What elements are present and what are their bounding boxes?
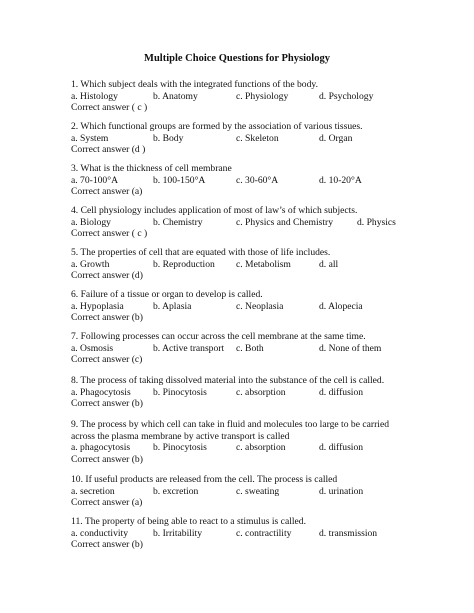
option-c: c. absorption: [236, 386, 286, 398]
option-b: b. excretion: [153, 485, 199, 497]
question-block: [71, 474, 466, 509]
question-text: 9. The process by which cell can take in fluid and molecules too large to be carried across the plasma membrane by active transport is called: [71, 419, 389, 442]
option-d: d. all: [319, 258, 339, 270]
question-block: [71, 289, 466, 324]
option-a: a. Osmosis: [71, 342, 114, 354]
question-text: 7. Following processes can occur across the cell membrane at the same time.: [71, 331, 366, 342]
option-d: d. None of them: [319, 342, 382, 354]
option-a: a. Hypoplasia: [71, 300, 124, 312]
question-block: [71, 163, 466, 198]
correct-answer: Correct answer ( c ): [71, 228, 148, 240]
options-row: [71, 343, 466, 355]
option-d: d. Physics: [357, 216, 396, 228]
option-c: c. Metabolism: [236, 258, 291, 270]
option-b: b. Reproduction: [153, 258, 215, 270]
options-row: [71, 387, 466, 399]
option-b: b. Chemistry: [153, 216, 203, 228]
question-text: 10. If useful products are released from the cell. The process is called: [71, 474, 338, 485]
option-a: a. phagocytosis: [71, 442, 131, 454]
options-row: [71, 486, 466, 498]
correct-answer: Correct answer (c): [71, 354, 143, 366]
option-c: c. Skeleton: [236, 132, 279, 144]
option-b: b. 100-150°A: [153, 174, 206, 186]
question-block: [71, 247, 466, 282]
question-text: 1. Which subject deals with the integrated functions of the body.: [71, 79, 318, 90]
options-row: [71, 528, 466, 540]
option-b: b. Pinocytosis: [153, 442, 207, 454]
correct-answer: Correct answer ( c ): [71, 102, 148, 114]
options-row: [71, 217, 466, 229]
option-c: c. sweating: [236, 485, 280, 497]
option-b: b. Aplasia: [153, 300, 192, 312]
option-a: a. secretion: [71, 485, 115, 497]
question-text: 11. The property of being able to react to a stimulus is called.: [71, 516, 306, 527]
option-c: c. contractility: [236, 527, 292, 539]
option-b: b. Irritability: [153, 527, 203, 539]
question-text: 4. Cell physiology includes application of most of law’s of which subjects.: [71, 205, 358, 216]
question-text: 5. The properties of cell that are equated with those of life includes.: [71, 247, 331, 258]
correct-answer: Correct answer (b): [71, 398, 143, 410]
option-c: c. Physics and Chemistry: [236, 216, 333, 228]
correct-answer: Correct answer (d): [71, 270, 143, 282]
option-a: a. 70-100°A: [71, 174, 118, 186]
question-text: 6. Failure of a tissue or organ to develop is called.: [71, 289, 263, 300]
option-a: a. Biology: [71, 216, 111, 228]
question-text: 2. Which functional groups are formed by the association of various tissues.: [71, 121, 363, 132]
question-block: [71, 79, 466, 114]
question-text: 8. The process of taking dissolved material into the substance of the cell is called.: [71, 375, 385, 386]
option-d: d. diffusion: [319, 442, 364, 454]
correct-answer: Correct answer (b): [71, 312, 143, 324]
option-c: c. Physiology: [236, 90, 289, 102]
option-d: d. urination: [319, 485, 364, 497]
option-d: d. 10-20°A: [319, 174, 362, 186]
option-c: c. Neoplasia: [236, 300, 284, 312]
option-b: b. Active transport: [153, 342, 225, 354]
option-c: c. Both: [236, 342, 264, 354]
question-block: [71, 419, 466, 465]
option-d: d. Psychology: [319, 90, 374, 102]
options-row: [71, 301, 466, 313]
option-c: c. 30-60°A: [236, 174, 279, 186]
option-d: d. Alopecia: [319, 300, 363, 312]
option-d: d. Organ: [319, 132, 353, 144]
option-a: a. Phagocytosis: [71, 386, 131, 398]
option-a: a. conductivity: [71, 527, 129, 539]
options-row: [71, 133, 466, 145]
question-text: 3. What is the thickness of cell membrane: [71, 163, 232, 174]
page-title: Multiple Choice Questions for Physiology: [144, 53, 330, 64]
correct-answer: Correct answer (a): [71, 186, 143, 198]
question-block: [71, 375, 466, 410]
correct-answer: Correct answer (b): [71, 453, 143, 465]
option-b: b. Pinocytosis: [153, 386, 207, 398]
options-row: [71, 175, 466, 187]
correct-answer: Correct answer (a): [71, 497, 143, 509]
option-b: b. Body: [153, 132, 184, 144]
question-block: [71, 121, 466, 156]
option-a: a. Growth: [71, 258, 110, 270]
option-a: a. System: [71, 132, 109, 144]
question-block: [71, 205, 466, 240]
correct-answer: Correct answer (b): [71, 539, 143, 551]
correct-answer: Correct answer (d ): [71, 144, 146, 156]
options-row: [71, 442, 466, 454]
option-b: b. Anatomy: [153, 90, 198, 102]
option-d: d. diffusion: [319, 386, 364, 398]
options-row: [71, 91, 466, 103]
options-row: [71, 259, 466, 271]
option-c: c. absorption: [236, 442, 286, 454]
question-block: [71, 331, 466, 366]
question-block: [71, 516, 466, 551]
option-d: d. transmission: [319, 527, 378, 539]
option-a: a. Histology: [71, 90, 118, 102]
